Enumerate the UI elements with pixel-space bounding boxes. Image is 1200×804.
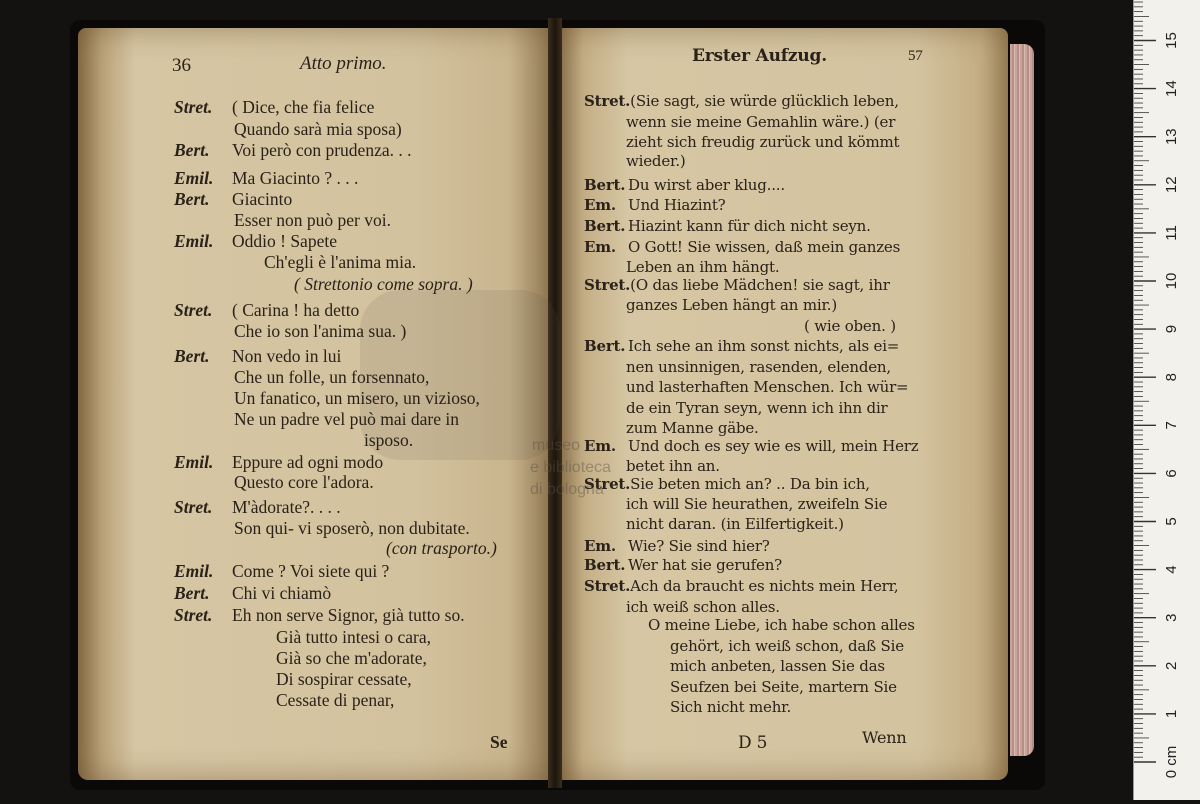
ruler-label: 3 (1163, 613, 1180, 622)
text-line (584, 216, 871, 236)
left-catchword: Se (490, 732, 508, 752)
text-line (584, 474, 870, 494)
ruler-label: 5 (1163, 517, 1180, 526)
speaker-name: Em. (584, 537, 616, 555)
text-line (174, 140, 412, 160)
text-line (626, 112, 895, 132)
line-text: O meine Liebe, ich habe schon alles (648, 616, 915, 634)
text-line (174, 452, 383, 472)
line-text: Ch'egli è l'anima mia. (264, 252, 417, 272)
watermark-line: di bologna (530, 481, 604, 498)
text-line (626, 257, 779, 277)
speaker-name: Stret. (174, 300, 213, 320)
line-text: Che io son l'anima sua. ) (234, 321, 407, 341)
text-line (670, 656, 885, 676)
line-text: Oddio ! Sapete (232, 231, 337, 251)
text-line (584, 195, 726, 215)
left-page-number: 36 (172, 55, 191, 76)
line-text: Leben an ihm hängt. (626, 258, 780, 276)
text-line (626, 514, 844, 534)
watermark-line: e biblioteca (530, 459, 611, 476)
line-text: Sie beten mich an? .. Da bin ich, (630, 475, 870, 493)
text-line (234, 367, 429, 387)
speaker-name: Stret. (174, 97, 213, 117)
text-line (804, 316, 896, 336)
text-line (276, 669, 412, 689)
line-text: ich weiß schon alles. (626, 598, 780, 616)
right-page-header: Erster Aufzug. (692, 46, 827, 66)
line-text: nen unsinnigen, rasenden, elenden, (626, 358, 891, 376)
line-text: wieder.) (626, 152, 686, 170)
text-line (174, 97, 374, 117)
speaker-name: Bert. (584, 337, 626, 355)
text-line (626, 494, 887, 514)
line-text: nicht daran. (in Eilfertigkeit.) (626, 515, 844, 533)
text-line (234, 388, 480, 408)
line-text: Voi però con prudenza. . . (232, 140, 412, 160)
ruler-label: 7 (1163, 421, 1180, 430)
line-text: O Gott! Sie wissen, daß mein ganzes (628, 238, 901, 256)
line-text: und lasterhaften Menschen. Ich wür= (626, 378, 909, 396)
line-text: (con trasporto.) (386, 538, 497, 558)
line-text: mich anbeten, lassen Sie das (670, 657, 885, 675)
speaker-name: Bert. (584, 556, 626, 574)
speaker-name: Em. (584, 238, 616, 256)
line-text: (O das liebe Mädchen! sie sagt, ihr (630, 276, 890, 294)
speaker-name: Bert. (174, 346, 210, 366)
text-line (626, 295, 837, 315)
text-line (174, 497, 341, 517)
text-line (584, 536, 770, 556)
line-text: Sich nicht mehr. (670, 698, 792, 716)
watermark-line: museo (532, 437, 581, 454)
line-text: (Sie sagt, sie würde glücklich leben, (630, 92, 899, 110)
text-line (174, 346, 341, 366)
text-line (174, 561, 389, 581)
line-text: Quando sarà mia sposa) (234, 119, 402, 139)
right-page-number: 57 (908, 48, 923, 64)
ruler-label: 14 (1163, 80, 1180, 97)
line-text: Giacinto (232, 189, 293, 209)
text-line (174, 189, 292, 209)
text-line (626, 151, 686, 171)
line-text: Questo core l'adora. (234, 472, 374, 492)
line-text: gehört, ich weiß schon, daß Sie (670, 637, 904, 655)
text-line (234, 409, 459, 429)
ruler-label: 13 (1163, 128, 1180, 146)
line-text: Hiazint kann für dich nicht seyn. (628, 217, 871, 235)
ruler-label: 11 (1163, 225, 1180, 241)
speaker-name: Stret. (584, 577, 631, 595)
ruler-label: 9 (1163, 324, 1180, 334)
line-text: wenn sie meine Gemahlin wäre.) (er (626, 113, 896, 131)
text-line (626, 456, 720, 476)
ruler-label: 10 (1163, 272, 1180, 290)
line-text: Und doch es sey wie es will, mein Herz (628, 437, 919, 455)
ruler-label: 6 (1163, 469, 1180, 478)
text-line (234, 518, 470, 538)
line-text: Ach da braucht es nichts mein Herr, (630, 577, 899, 595)
text-line (276, 627, 431, 647)
text-line (234, 321, 406, 341)
speaker-name: Bert. (174, 140, 210, 160)
text-line (364, 430, 413, 450)
line-text: Già tutto intesi o cara, (276, 627, 432, 647)
text-line (264, 252, 416, 272)
speaker-name: Em. (584, 437, 616, 455)
line-text: Ich sehe an ihm sonst nichts, als ei= (628, 337, 900, 355)
line-text: zieht sich freudig zurück und kömmt (626, 133, 900, 151)
speaker-name: Stret. (584, 475, 631, 493)
left-page-header: Atto primo. (300, 53, 387, 74)
text-line (294, 274, 473, 294)
text-line (626, 357, 891, 377)
text-line (584, 237, 900, 257)
line-text: Und Hiazint? (628, 196, 726, 214)
speaker-name: Stret. (174, 605, 213, 625)
ruler-label: 2 (1163, 661, 1180, 670)
text-line (670, 697, 791, 717)
ruler-label: 4 (1163, 565, 1180, 574)
speaker-name: Stret. (174, 497, 213, 517)
line-text: Ma Giacinto ? . . . (232, 168, 359, 188)
line-text: M'àdorate?. . . . (232, 497, 341, 517)
text-line (584, 576, 898, 596)
measurement-ruler (1133, 0, 1200, 800)
text-line (174, 231, 337, 251)
text-line (584, 436, 918, 456)
text-line (174, 168, 358, 188)
ruler-label: 15 (1163, 32, 1180, 49)
text-line (584, 175, 785, 195)
speaker-name: Emil. (174, 561, 214, 581)
text-line (626, 597, 780, 617)
text-line (174, 605, 465, 625)
text-line (584, 555, 782, 575)
line-text: Du wirst aber klug.... (628, 176, 785, 194)
ruler-label: 8 (1163, 373, 1180, 382)
line-text: ganzes Leben hängt an mir.) (626, 296, 837, 314)
ruler-ticks (1134, 0, 1200, 800)
text-line (174, 583, 331, 603)
line-text: ( Strettonio come sopra. ) (294, 274, 473, 294)
speaker-name: Emil. (174, 168, 214, 188)
line-text: Di sospirar cessate, (276, 669, 412, 689)
text-line (234, 210, 391, 230)
line-text: de ein Tyran seyn, wenn ich ihn dir (626, 399, 888, 417)
ruler-label: 0 cm (1163, 745, 1180, 779)
text-line (670, 677, 897, 697)
line-text: isposo. (364, 430, 414, 450)
speaker-name: Emil. (174, 231, 214, 251)
text-line (626, 418, 759, 438)
line-text: ( Carina ! ha detto (232, 300, 360, 320)
line-text: Non vedo in lui (232, 346, 342, 366)
text-line (234, 119, 402, 139)
speaker-name: Emil. (174, 452, 214, 472)
speaker-name: Bert. (584, 176, 626, 194)
text-line (584, 275, 890, 295)
line-text: ( Dice, che fia felice (232, 97, 375, 117)
ruler-label: 12 (1163, 176, 1180, 194)
line-text: Son qui- vi sposerò, non dubitate. (234, 518, 470, 538)
speaker-name: Bert. (174, 583, 210, 603)
line-text: zum Manne gäbe. (626, 419, 759, 437)
text-line (584, 336, 899, 356)
text-line (276, 648, 427, 668)
speaker-name: Em. (584, 196, 616, 214)
text-line (234, 472, 374, 492)
line-text: Che un folle, un forsennato, (234, 367, 430, 387)
page-edges (1010, 44, 1034, 756)
line-text: Esser non può per voi. (234, 210, 391, 230)
speaker-name: Stret. (584, 276, 631, 294)
line-text: Seufzen bei Seite, martern Sie (670, 678, 897, 696)
signature-mark: D 5 (738, 733, 768, 753)
line-text: Come ? Voi siete qui ? (232, 561, 390, 581)
line-text: Già so che m'adorate, (276, 648, 427, 668)
text-line (670, 636, 904, 656)
line-text: Un fanatico, un misero, un vizioso, (234, 388, 480, 408)
speaker-name: Stret. (584, 92, 631, 110)
line-text: Chi vi chiamò (232, 583, 332, 603)
text-line (648, 615, 915, 635)
line-text: ich will Sie heurathen, zweifeln Sie (626, 495, 888, 513)
text-line (626, 377, 908, 397)
text-line (386, 538, 497, 558)
text-line (174, 300, 359, 320)
line-text: Eppure ad ogni modo (232, 452, 384, 472)
line-text: ( wie oben. ) (804, 317, 896, 335)
text-line (584, 91, 899, 111)
speaker-name: Bert. (584, 217, 626, 235)
line-text: Wer hat sie gerufen? (628, 556, 782, 574)
text-line (626, 132, 899, 152)
line-text: Wie? Sie sind hier? (628, 537, 770, 555)
line-text: Eh non serve Signor, già tutto so. (232, 605, 465, 625)
ruler-label: 1 (1163, 709, 1180, 719)
right-catchword: Wenn (862, 728, 907, 747)
line-text: Cessate di penar, (276, 690, 395, 710)
text-line (626, 398, 888, 418)
text-line (276, 690, 394, 710)
line-text: betet ihn an. (626, 457, 720, 475)
speaker-name: Bert. (174, 189, 210, 209)
line-text: Ne un padre vel può mai dare in (234, 409, 459, 429)
